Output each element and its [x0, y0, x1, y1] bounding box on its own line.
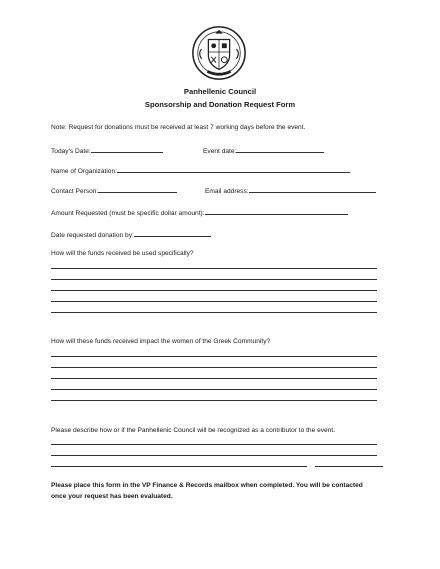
- instructions-line-1: Please place this form in the VP Finance & Records mailbox when completed. You will be contacted: [51, 482, 363, 489]
- event-date-field[interactable]: [203, 146, 324, 155]
- answer-line[interactable]: [51, 367, 377, 368]
- organization-blank[interactable]: [117, 166, 350, 173]
- answer-line[interactable]: [51, 378, 377, 379]
- answer-line[interactable]: [51, 301, 377, 302]
- answer-line[interactable]: [51, 444, 377, 445]
- contact-person-field[interactable]: [51, 186, 177, 195]
- email-field[interactable]: [205, 186, 376, 195]
- answer-line[interactable]: [315, 466, 383, 467]
- date-requested-label: Date requested donation by:: [51, 232, 134, 239]
- answer-line[interactable]: [51, 389, 377, 390]
- event-date-blank[interactable]: [236, 146, 324, 153]
- answer-line[interactable]: [51, 400, 377, 401]
- submission-instructions: [51, 480, 391, 502]
- answer-line[interactable]: [51, 455, 377, 456]
- amount-blank[interactable]: [205, 208, 348, 215]
- answer-line[interactable]: [51, 466, 307, 467]
- answer-line[interactable]: [51, 312, 377, 313]
- organization-title: Panhellenic Council: [183, 87, 257, 96]
- question-funds-use: How will the funds received be used specifically?: [51, 250, 194, 257]
- question-recognition: Please describe how or if the Panhellenic Council will be recognized as a contributor to the event.: [51, 427, 336, 434]
- amount-field[interactable]: [51, 208, 348, 217]
- answer-line[interactable]: [51, 268, 377, 269]
- amount-label: Amount Requested (must be specific dollar amount):: [51, 210, 205, 217]
- panhellenic-seal-icon: [190, 24, 248, 82]
- organization-field[interactable]: [51, 166, 350, 175]
- deadline-note: Note: Request for donations must be received at least 7 working days before the event.: [51, 124, 306, 131]
- contact-person-label: Contact Person:: [51, 188, 99, 195]
- organization-label: Name of Organization:: [51, 168, 117, 175]
- question-impact: How will these funds received impact the women of the Greek Community?: [51, 338, 271, 345]
- answer-line[interactable]: [51, 279, 377, 280]
- answer-line[interactable]: [51, 356, 377, 357]
- email-label: Email address:: [205, 188, 249, 195]
- todays-date-field[interactable]: [51, 146, 163, 155]
- contact-person-blank[interactable]: [98, 186, 177, 193]
- date-requested-field[interactable]: [51, 230, 211, 239]
- instructions-line-2: once your request has been evaluated.: [51, 493, 173, 500]
- event-date-label: Event date:: [203, 148, 237, 155]
- todays-date-blank[interactable]: [91, 146, 163, 153]
- email-blank[interactable]: [249, 186, 376, 193]
- date-requested-blank[interactable]: [134, 230, 211, 237]
- todays-date-label: Today's Date:: [51, 148, 91, 155]
- answer-line[interactable]: [51, 290, 377, 291]
- form-title: Sponsorship and Donation Request Form: [144, 100, 296, 109]
